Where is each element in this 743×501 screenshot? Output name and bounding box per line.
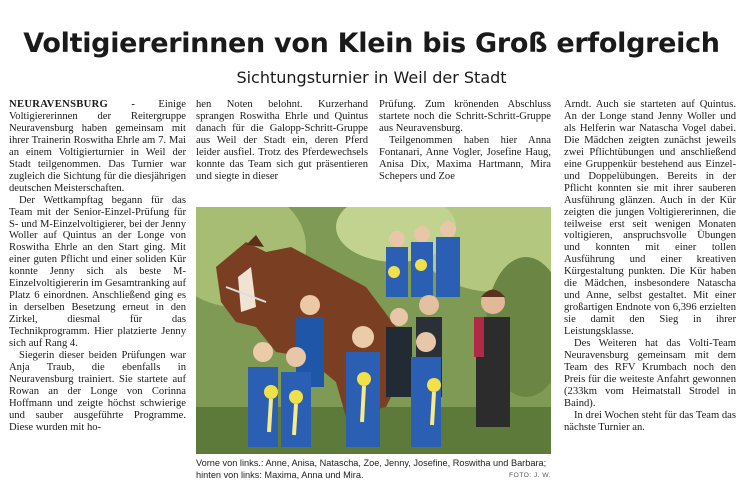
article-paragraph: Der Wettkampftag begann für das Team mit der Senior-Einzel-Prüfung für S- und M-Einzelvoltigierer, bei der Jenny Woller auf Quintus an der Longe von Roswitha Ehrle an den Start ging. Mit einer guten Pflicht und einer soliden Kür konnte Jenny sich als beste M-Einzelvoltigiererin im Gesamtranking auf Platz 6 einordnen. Anschließend ging es in derselben Besetzung erneut in den Zirkel, diesmal für das Technikprogramm. Hier platzierte Jenny sich auf Rang 4.	[9, 194, 186, 350]
paragraph-text: Einige Voltigiererinnen der Reitergruppe Neuravensburg haben gemeinsam mit ihrer Trainerin Roswitha Ehrle am 7. Mai an einem Voltigierturnier in Weil der Stadt teilgenommen. Das Turnier war zugleich die Sichtung für die diesjährigen deutschen Meisterschaften.	[9, 99, 186, 194]
article-paragraph: Teilgenommen haben hier Anna Fontanari, Anne Vogler, Josefine Haug, Anisa Dix, Maxima Hartmann, Mira Schepers und Zoe	[379, 134, 551, 182]
headline: Voltigiererinnen von Klein bis Groß erfolgreich	[23, 28, 720, 59]
article-column-3	[379, 99, 551, 204]
article-paragraph: Prüfung. Zum krönenden Abschluss startete noch die Schritt-Schritt-Gruppe aus Neuravensburg.	[379, 99, 551, 134]
article-column-4	[564, 99, 736, 434]
article-column-1	[9, 99, 186, 434]
caption-text: Vorne von links.: Anne, Anisa, Natascha, Zoe, Jenny, Josefine, Roswitha und Barbara; hinten von links: Maxima, Anna und Mira.	[196, 458, 547, 480]
article-paragraph: Arndt. Auch sie starteten auf Quintus. An der Longe stand Jenny Woller und als Helferin war Natascha Vogel dabei. Die Mädchen zeigten zunächst jeweils zwei Pflichtübungen und anschließend eine Gruppenkür bestehend aus Einzel- und Doppelübungen. Bereits in der Pflicht konnten sie mit ihrer sauberen Ausführung glänzen. Auch in der Kür zeigten die jungen Voltigiererinnen, die teilweise erst seit wenigen Monaten voltigieren, anspruchsvolle Übungen und konnten mit einer tollen Ausführung und einer kreativen Kürgestaltung punkten. Die Kür haben die Mädchen, insbesondere Natascha und Anne, selbst gestaltet. Mit einer großartigen Endnote von 6,396 erzielten sie damit den Sieg in ihrer Leistungsklasse.	[564, 99, 736, 338]
photo-credit: FOTO: J. W.	[508, 471, 551, 479]
article-column-2	[196, 99, 368, 204]
article-paragraph	[9, 99, 186, 195]
article-paragraph: hen Noten belohnt. Kurzerhand sprangen Roswitha Ehrle und Quintus danach für die Galopp-Schritt-Gruppe aus Weil der Stadt ein, deren Pferd leider ausfiel. Trotz des Pferdewechsels konnte das Team sich gut präsentieren und siegte in dieser	[196, 99, 368, 182]
article-paragraph: Des Weiteren hat das Volti-Team Neuravensburg gemeinsam mit dem Team des RFV Krumbach noch den Preis für die weiteste Anfahrt gewonnen (233km vom Heimatstall Strodel in Baind).	[564, 338, 736, 409]
article-paragraph: Siegerin dieser beiden Prüfungen war Anja Traub, die ebenfalls in Neuravensburg trainiert. Sie startete auf Rowan an der Longe von Corinna Hoffmann und zeigte höchst schwierige und sauber ausgeführte Programme. Diese wurden mit ho-	[9, 350, 186, 433]
team-photo	[196, 207, 551, 454]
subheadline: Sichtungsturnier in Weil der Stadt	[236, 68, 507, 87]
article-paragraph: In drei Wochen steht für das Team das nächste Turnier an.	[564, 409, 736, 433]
photo-caption	[196, 458, 551, 481]
dateline: NEURAVENSBURG -	[9, 99, 136, 110]
